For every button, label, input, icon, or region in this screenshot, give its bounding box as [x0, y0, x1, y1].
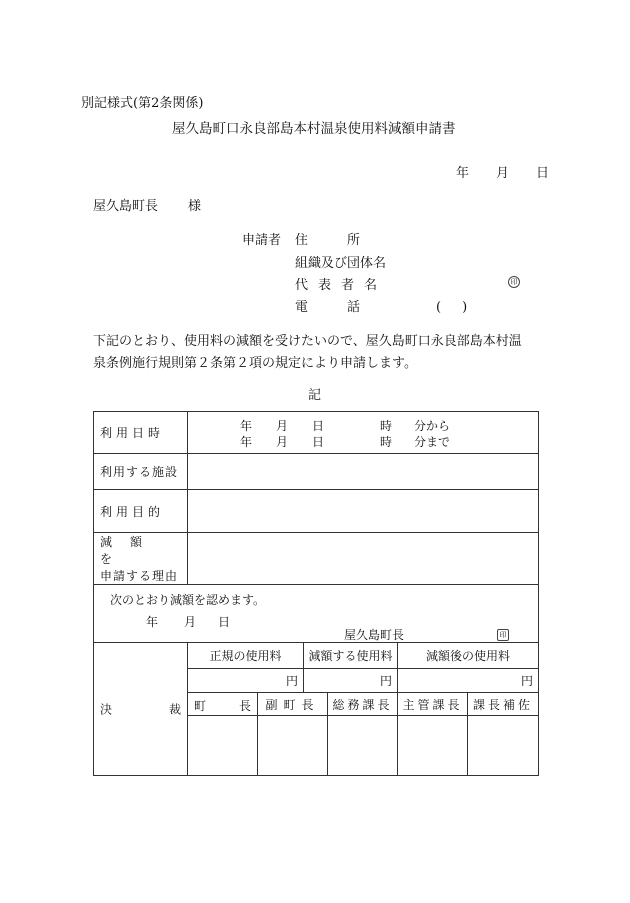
- ki-heading: 記: [308, 388, 322, 403]
- usage-datetime-label: 利用日時: [94, 412, 188, 454]
- decision-label-2: 裁: [168, 702, 181, 717]
- approval-text: 次のとおり減額を認めます。: [110, 593, 266, 607]
- decision-label-1: 決: [100, 702, 113, 717]
- facility-label: 利用する施設: [94, 454, 188, 490]
- purpose-row: [94, 490, 539, 533]
- purpose-label: 利用目的: [94, 490, 188, 533]
- fee-after-cell[interactable]: 円: [398, 669, 539, 693]
- decision-label-cell: [94, 643, 188, 776]
- usage-datetime-row: [94, 412, 539, 454]
- approver-deputy-mayor-title: 副町長: [258, 693, 328, 716]
- facility-cell[interactable]: [188, 454, 539, 490]
- to-day: 日: [312, 435, 325, 449]
- seal-cell-department-head[interactable]: [398, 716, 468, 776]
- body-text-line-2: 泉条例施行規則第２条第２項の規定により申請します。: [93, 356, 417, 371]
- from-hour: 時: [380, 419, 393, 433]
- approver-mayor-title: 町 長: [188, 693, 258, 716]
- approval-seal-icon: 印: [497, 629, 509, 641]
- to-hour: 時: [380, 435, 393, 449]
- usage-datetime-cell[interactable]: [188, 412, 539, 454]
- body-text-line-1: 下記のとおり、使用料の減額を受けたいので、屋久島町口永良部島本村温: [93, 334, 522, 349]
- to-year: 年: [240, 435, 253, 449]
- fee-reduction-cell[interactable]: 円: [304, 669, 398, 693]
- reason-label-line-2: 申請する理由: [100, 569, 179, 583]
- approval-day: 日: [218, 615, 231, 629]
- fee-header-row: [94, 643, 539, 669]
- representative-label: 代表者名: [295, 278, 388, 293]
- approval-cell: [94, 585, 539, 643]
- from-suffix: 分から: [414, 419, 451, 433]
- application-table: [93, 411, 539, 776]
- from-month: 月: [276, 419, 289, 433]
- addressee-name: 屋久島町長: [93, 199, 159, 214]
- date-day-label: 日: [536, 166, 550, 181]
- to-suffix: 分まで: [414, 435, 451, 449]
- date-month-label: 月: [496, 166, 510, 181]
- date-year-label: 年: [456, 166, 470, 181]
- reason-row: [94, 533, 539, 585]
- applicant-label: 申請者: [242, 233, 282, 248]
- seal-icon: 印: [508, 276, 520, 288]
- purpose-cell[interactable]: [188, 490, 539, 533]
- from-year: 年: [240, 419, 253, 433]
- approval-row: [94, 585, 539, 643]
- fee-header-regular: 正規の使用料: [188, 643, 304, 669]
- fee-regular-cell[interactable]: 円: [188, 669, 304, 693]
- approval-year: 年: [146, 615, 159, 629]
- seal-cell-mayor[interactable]: [188, 716, 258, 776]
- phone-parentheses: ( ): [436, 300, 472, 315]
- from-day: 日: [312, 419, 325, 433]
- to-month: 月: [276, 435, 289, 449]
- organization-label: 組織及び団体名: [295, 256, 387, 271]
- facility-row: [94, 454, 539, 490]
- fee-header-after: 減額後の使用料: [398, 643, 539, 669]
- seal-mark: [508, 273, 520, 288]
- approval-seal: [497, 626, 509, 641]
- approval-month: 月: [184, 615, 197, 629]
- approver-assistant-head-title: 課長補佐: [468, 693, 539, 716]
- reason-label-line-1: 減額を: [100, 535, 161, 566]
- phone-label: 電 話: [295, 300, 361, 315]
- address-label: 住 所: [295, 233, 361, 248]
- reason-label: [94, 533, 188, 585]
- document-title: 屋久島町口永良部島本村温泉使用料減額申請書: [172, 121, 456, 137]
- form-reference: 別記様式(第2条関係): [81, 96, 204, 111]
- reason-cell[interactable]: [188, 533, 539, 585]
- approver-department-head-title: 主管課長: [398, 693, 468, 716]
- approver-general-affairs-title: 総務課長: [328, 693, 398, 716]
- approval-signer: 屋久島町長: [344, 628, 405, 642]
- seal-cell-deputy-mayor[interactable]: [258, 716, 328, 776]
- seal-cell-assistant-head[interactable]: [468, 716, 539, 776]
- fee-header-reduction: 減額する使用料: [304, 643, 398, 669]
- addressee-honorific: 様: [188, 199, 202, 214]
- seal-cell-general-affairs[interactable]: [328, 716, 398, 776]
